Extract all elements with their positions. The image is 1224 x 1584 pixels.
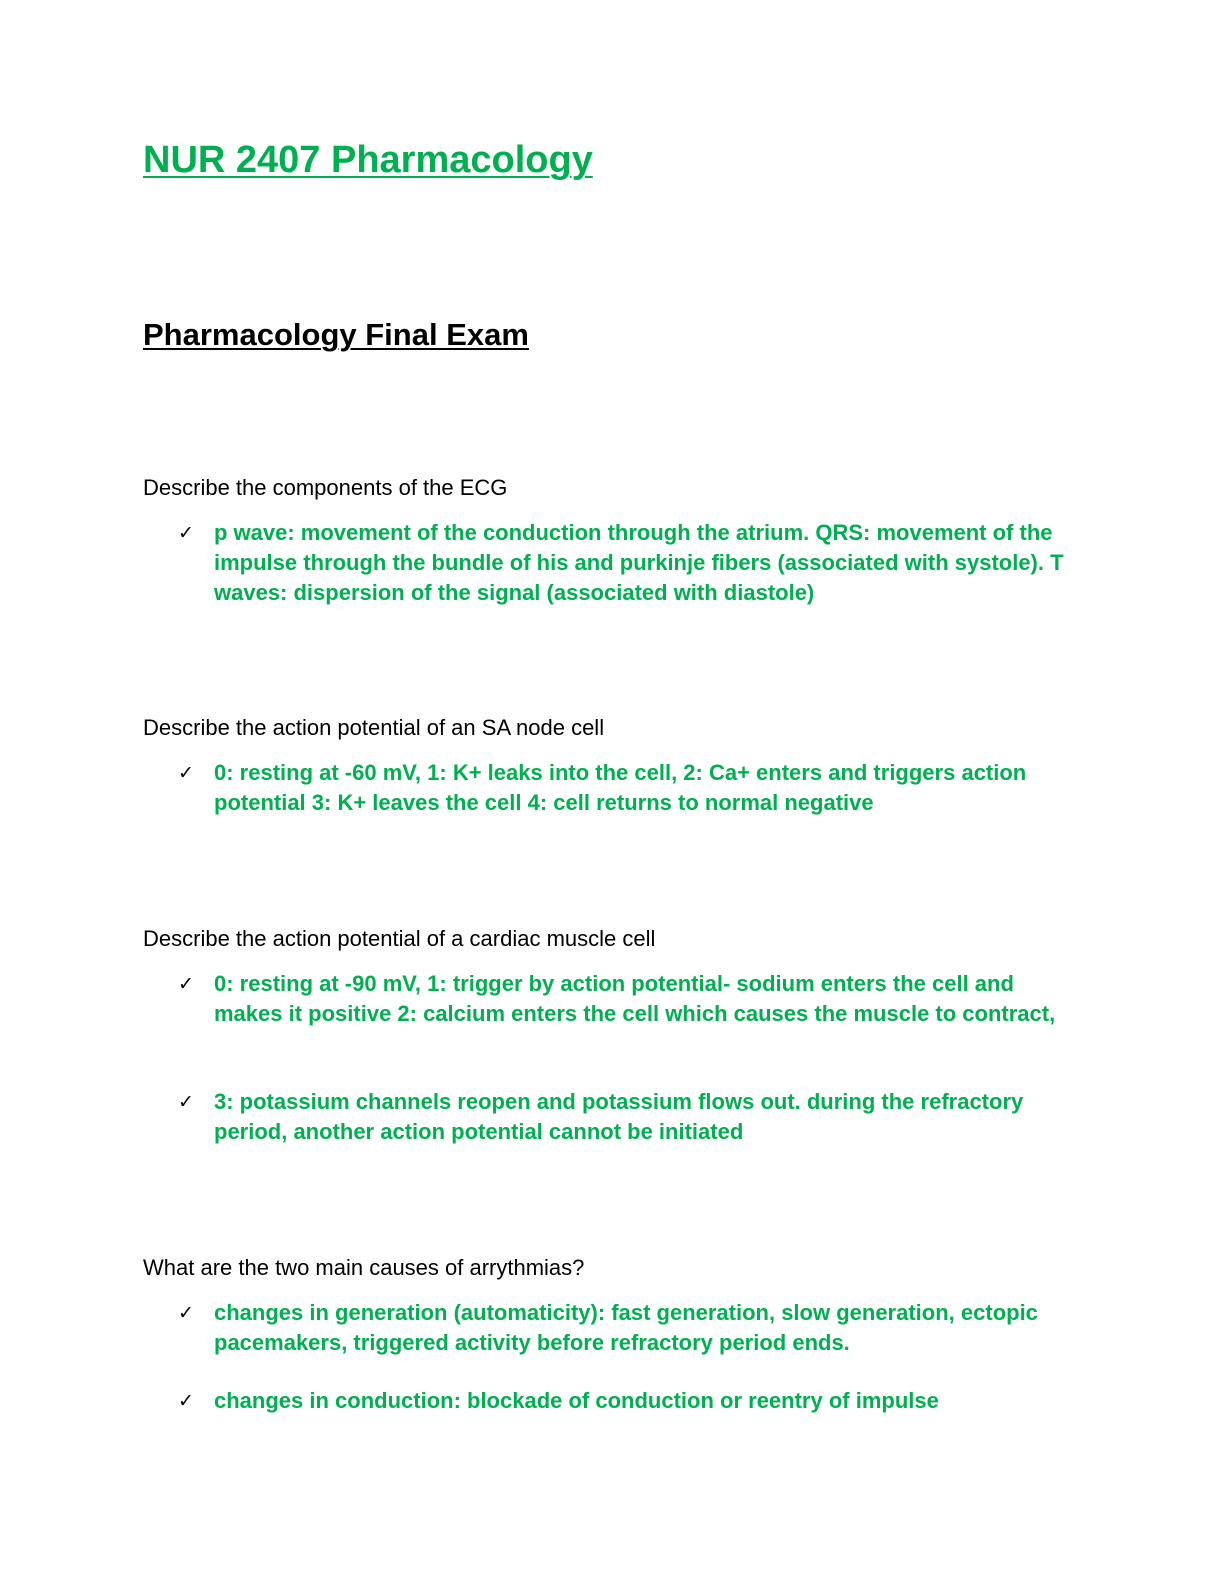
page-subtitle: Pharmacology Final Exam <box>143 317 529 352</box>
answer-text: p wave: movement of the conduction through the atrium. QRS: movement of the impulse through the bundle of his and purkinje fibers (associated with systole). T waves: dispersion of the signal (associated with diastole) <box>214 520 1064 605</box>
answer-text: 3: potassium channels reopen and potassium flows out. during the refractory period, another action potential cannot be initiated <box>214 1089 1024 1144</box>
check-mark-icon: ✓ <box>178 522 194 544</box>
answer-item <box>178 969 1078 1029</box>
check-mark-icon: ✓ <box>178 1302 194 1324</box>
check-mark-icon: ✓ <box>178 973 194 995</box>
answer-item <box>178 518 1078 608</box>
answer-text: changes in generation (automaticity): fast generation, slow generation, ectopic pacemakers, triggered activity before refractory period ends. <box>214 1300 1038 1355</box>
answer-item <box>178 1298 1078 1358</box>
page-title: NUR 2407 Pharmacology <box>143 139 593 181</box>
answer-text: 0: resting at -90 mV, 1: trigger by action potential- sodium enters the cell and makes it positive 2: calcium enters the cell which causes the muscle to contract, <box>214 971 1056 1026</box>
question-text: Describe the components of the ECG <box>143 475 508 500</box>
check-mark-icon: ✓ <box>178 1390 194 1412</box>
question-text: Describe the action potential of a cardiac muscle cell <box>143 926 656 951</box>
answer-item <box>178 1087 1078 1147</box>
check-mark-icon: ✓ <box>178 762 194 784</box>
question-text: Describe the action potential of an SA node cell <box>143 715 605 740</box>
question-text: What are the two main causes of arrythmias? <box>143 1255 585 1280</box>
answer-text: 0: resting at -60 mV, 1: K+ leaks into the cell, 2: Ca+ enters and triggers action potential 3: K+ leaves the cell 4: cell returns to normal negative <box>214 760 1027 815</box>
answer-text: changes in conduction: blockade of conduction or reentry of impulse <box>214 1388 939 1413</box>
check-mark-icon: ✓ <box>178 1091 194 1113</box>
answer-item <box>178 758 1078 818</box>
answer-item <box>178 1386 1078 1416</box>
